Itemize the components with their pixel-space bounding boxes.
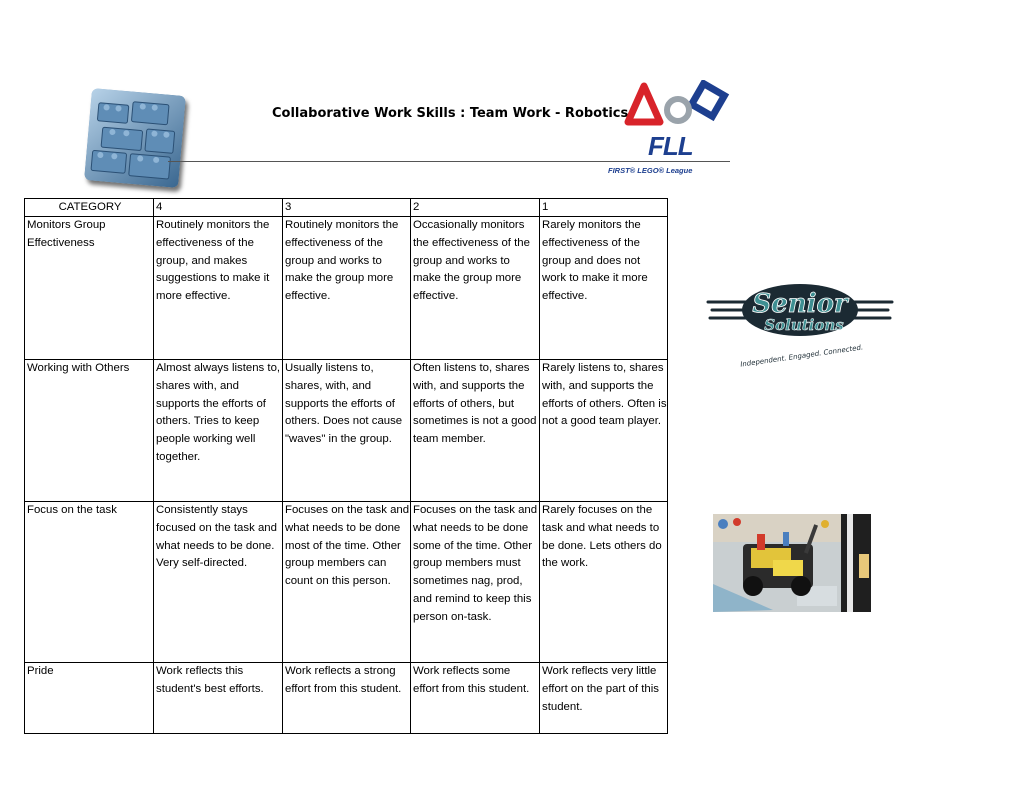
robot-photo-graphic [713, 514, 871, 612]
table-row [25, 217, 668, 360]
rubric-cell: Often listens to, shares with, and supports the efforts of others, but sometimes is not a good team member. [411, 360, 540, 502]
rubric-table [24, 198, 668, 734]
senior-logo-tagline: Independent. Engaged. Connected. [739, 343, 864, 368]
rubric-cell: Almost always listens to, shares with, and supports the efforts of others. Tries to keep people working well together. [154, 360, 283, 502]
rubric-cell: Work reflects this student's best efforts. [154, 663, 283, 734]
header-score-2: 2 [411, 199, 540, 217]
rubric-cell: Rarely monitors the effectiveness of the group and does not work to make it more effective. [540, 217, 668, 360]
table-row [25, 502, 668, 663]
rubric-cell: Routinely monitors the effectiveness of the group, and makes suggestions to make it more effective. [154, 217, 283, 360]
rubric-cell: Work reflects a strong effort from this student. [283, 663, 411, 734]
lego-bricks-graphic [84, 88, 186, 188]
rubric-cell: Focuses on the task and what needs to be done some of the time. Other group members must sometimes nag, prod, and remind to keep this person on-task. [411, 502, 540, 663]
fll-logo-tagline: FIRST® LEGO® League [608, 166, 693, 175]
rubric-cell: Routinely monitors the effectiveness of the group and works to make the group more effective. [283, 217, 411, 360]
table-row [25, 663, 668, 734]
row-category: Focus on the task [25, 502, 154, 663]
lego-robot-photo [713, 514, 871, 612]
fll-logo-mark [608, 80, 738, 136]
rubric-cell: Occasionally monitors the effectiveness of the group and works to make the group more effective. [411, 217, 540, 360]
row-category: Working with Others [25, 360, 154, 502]
rubric-header-row [25, 199, 668, 217]
header-category: CATEGORY [25, 199, 154, 217]
senior-solutions-graphic [706, 278, 898, 368]
senior-logo-word2: Solutions [764, 316, 844, 334]
table-row [25, 360, 668, 502]
header-score-4: 4 [154, 199, 283, 217]
rubric-cell: Rarely focuses on the task and what needs to be done. Lets others do the work. [540, 502, 668, 663]
rubric-cell: Rarely listens to, shares with, and supports the efforts of others. Often is not a good team player. [540, 360, 668, 502]
row-category: Pride [25, 663, 154, 734]
row-category: Monitors Group Effectiveness [25, 217, 154, 360]
document-title: Collaborative Work Skills : Team Work - Robotics [272, 106, 629, 121]
header-score-1: 1 [540, 199, 668, 217]
rubric-cell: Consistently stays focused on the task and what needs to be done. Very self-directed. [154, 502, 283, 663]
rubric-cell: Work reflects some effort from this student. [411, 663, 540, 734]
rubric-cell: Focuses on the task and what needs to be done most of the time. Other group members can count on this person. [283, 502, 411, 663]
rubric-cell: Work reflects very little effort on the part of this student. [540, 663, 668, 734]
header-score-3: 3 [283, 199, 411, 217]
rubric-cell: Usually listens to, shares, with, and supports the efforts of others. Does not cause "waves" in the group. [283, 360, 411, 502]
senior-logo-word1: Senior [752, 289, 848, 319]
senior-solutions-logo [706, 278, 898, 368]
lego-bricks-image [84, 88, 186, 188]
fll-logo-text: FLL [648, 131, 693, 161]
